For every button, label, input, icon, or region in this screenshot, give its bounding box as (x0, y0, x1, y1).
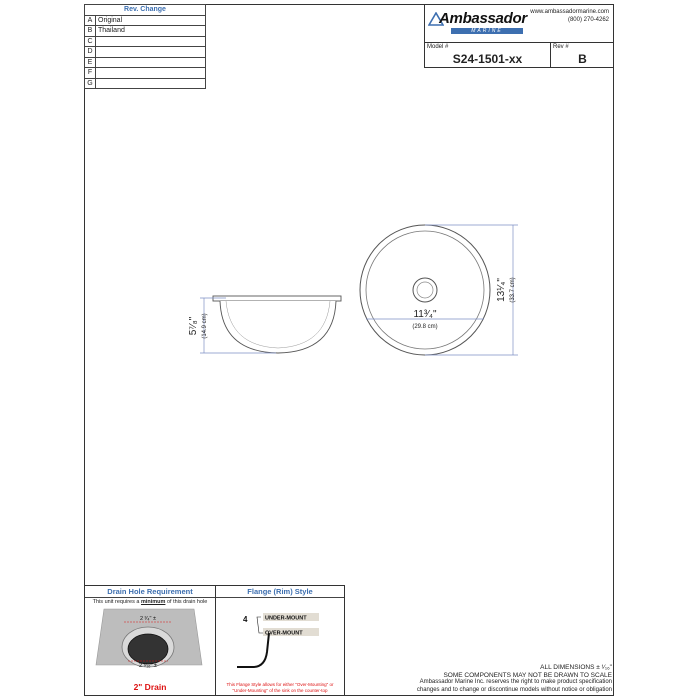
flange-diagram (215, 597, 345, 687)
top-view (360, 225, 518, 355)
drain-dim-top: 2 ³⁄₄" ± (139, 616, 157, 622)
drain-dim-bottom: 2 ¹⁄₁₆" ± (139, 663, 157, 669)
revision-row: A Original (85, 15, 206, 26)
top-depth-metric: (33.7 cm) (510, 277, 516, 303)
model-caption: Model # (427, 44, 449, 50)
top-width-metric: (29.8 cm) (412, 324, 438, 330)
flange-panel-title: Flange (Rim) Style (216, 586, 344, 598)
revision-row: F (85, 68, 206, 79)
drain-hole-panel (84, 585, 216, 696)
drain-size-label: 2" Drain (133, 682, 167, 692)
rev-letter: B (578, 52, 587, 66)
revision-row: G (85, 78, 206, 89)
drain-note: This unit requires a minimum of this drain hole (92, 599, 208, 605)
revision-row: C (85, 36, 206, 47)
drain-panel-title: Drain Hole Requirement (85, 586, 215, 598)
disclaimer-line-2: changes and to change or discontinue models without notice or obligation (416, 686, 612, 693)
tolerance-note: ALL DIMENSIONS ± ¹⁄₁₆" (540, 664, 612, 671)
flange-style-panel (215, 585, 345, 696)
side-view (200, 296, 341, 353)
logo-text: Ambassador (439, 10, 527, 27)
flange-note: This Flange Style allows for either "Over-Mounting" or "Under-Mounting" of the sink on the counter-top (226, 682, 334, 693)
footer-notes (417, 664, 612, 694)
under-mount-label: UNDER-MOUNT (265, 615, 307, 622)
drain-hole-diagram (84, 607, 216, 683)
disclaimer-line-1: Ambassador Marine Inc. reserves the right to make product specification (419, 679, 612, 685)
side-height-dim: 5⁷⁄₈" (188, 316, 199, 336)
side-height-metric: (14.9 cm) (202, 313, 208, 339)
scale-note: SOME COMPONENTS MAY NOT BE DRAWN TO SCALE (443, 671, 612, 679)
phone-number: (800) 270-4262 (567, 17, 609, 23)
top-width-dim: 11³⁄₄" (413, 309, 437, 320)
revision-table-title: Rev. Change (85, 5, 206, 16)
flange-style-number: 4 (243, 615, 248, 624)
over-mount-label: OVER-MOUNT (265, 630, 303, 637)
revision-row: D (85, 47, 206, 58)
logo-subtitle: MARINE (451, 28, 523, 34)
model-number: S24-1501-xx (452, 52, 523, 66)
top-depth-dim: 13¹⁄₄" (496, 278, 507, 302)
revision-row: E (85, 57, 206, 68)
website-link[interactable]: www.ambassadormarine.com (530, 9, 609, 15)
revision-row: B Thailand (85, 26, 206, 37)
rev-caption: Rev # (553, 44, 569, 50)
